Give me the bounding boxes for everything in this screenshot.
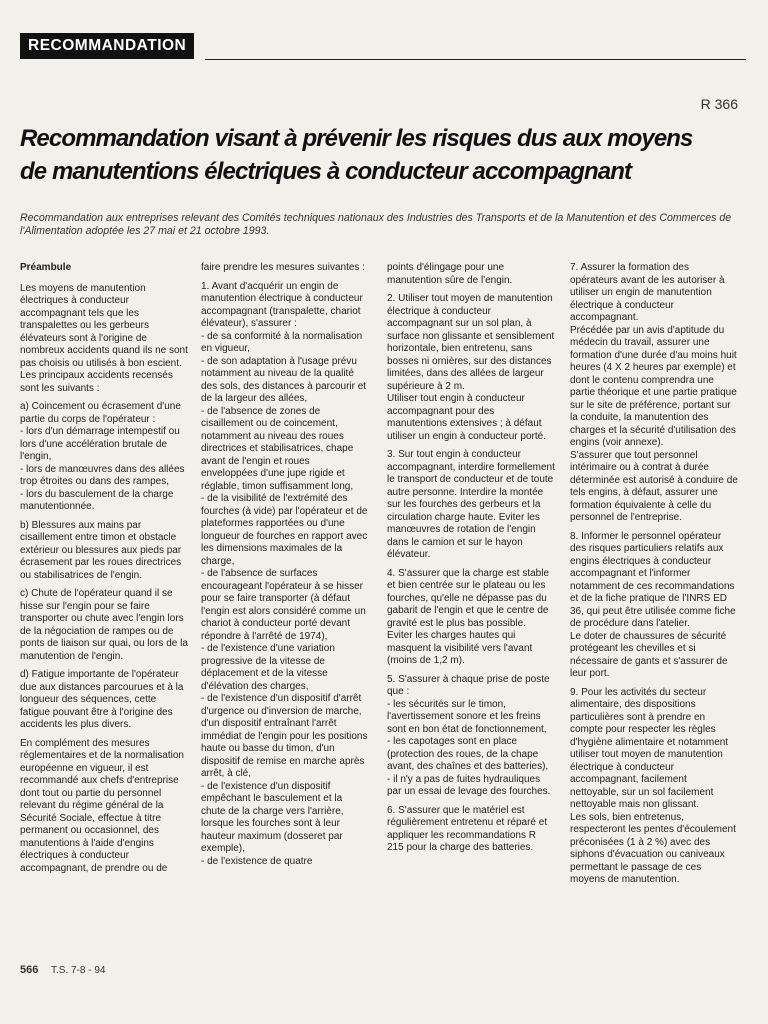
paragraph: faire prendre les mesures suivantes : xyxy=(201,262,365,273)
paragraph: 9. Pour les activités du secteur alimentaire, des dispositions particulières sont à prendre en compte pour respecter les règles d'hygiène alimentaire et notamment utiliser tout moyen de manutention électrique à conducteur accompagnant, facilement nettoyable, sur un sol facilement nettoyable mais non glissant. Les sols, bien entretenus, respecteront les pentes d'écoulement préconisées (1 à 2 %) avec des siphons d'évacuation ou caniveaux permettant le passage de ces moyens de manutention. xyxy=(570,686,736,885)
paragraph: 6. S'assurer que le matériel est régulièrement entretenu et réparé et appliquer les recommandations R 215 pour la charge des batteries. xyxy=(387,804,548,853)
page-footer xyxy=(20,964,105,976)
page-title xyxy=(20,122,750,188)
paragraph: Les moyens de manutention électriques à conducteur accompagnant tels que les transpalettes ou les gerbeurs élévateurs sont à l'origine de nombreux accidents quand ils ne sont pas choisis ou utilisés à bon escient. Les principaux accidents recensés sont les suivants : xyxy=(20,282,188,394)
issue-reference: T.S. 7-8 - 94 xyxy=(50,965,106,976)
text-column-3 xyxy=(387,262,555,861)
subtitle: Recommandation aux entreprises relevant des Comités techniques nationaux des Industries des Transports et de la Manutention et des Commerces de l'Alimentation adoptée les 27 mai et 21 octobre 1993. xyxy=(20,212,732,237)
paragraph: 7. Assurer la formation des opérateurs avant de les autoriser à utiliser un engin de manutention électrique à conducteur accompagnant. Précédée par un avis d'aptitude du médecin du travail, assurer une formation d'une durée d'au moins huit heures (4 X 2 heures par exemple) et dont le contenu comprendra une partie théorique et une partie pratique sur le site de préférence, portant sur la conduite, la manutention des charges et la sécurité d'utilisation des engins (voir annexe). S'assurer que tout personnel intérimaire ou à contrat à durée déterminée est autorisé à conduire de tels engins, à défaut, assurer une formation équivalente à celle du personnel de l'entreprise. xyxy=(570,262,738,523)
paragraph: 8. Informer le personnel opérateur des risques particuliers relatifs aux engins électriques à conducteur accompagnant et l'informer notamment de ces recommandations et de la fiche pratique de l'INRS ED 36, qui peut être utilisée comme fiche de procédure dans l'atelier. Le doter de chaussures de sécurité protégeant les chevilles et si nécessaire de gants et s'assurer de leur port. xyxy=(570,530,736,679)
text-column-1 xyxy=(20,262,188,881)
paragraph: 3. Sur tout engin à conducteur accompagnant, interdire formellement le transport de conducteur et de toute autre personne. Interdire la montée sur les fourches des gerbeurs et la circulation charge haute. Eviter les manœuvres de rotation de l'engin dans le camion et sur le hayon élévateur. xyxy=(387,449,555,560)
text-column-2 xyxy=(201,262,369,874)
title-line-2: de manutentions électriques à conducteur accompagnant xyxy=(20,158,632,185)
page-number: 566 xyxy=(20,964,39,976)
paragraph: En complément des mesures réglementaires et de la normalisation européenne en vigueur, il est recommandé aux chefs d'entreprise dont tout ou partie du personnel relevant du régime général de la Sécurité Sociale, effectue à titre permanent ou occasionnel, des manutentions à l'aide d'engins électriques à conducteur accompagnant, de prendre ou de xyxy=(20,737,184,874)
paragraph: 5. S'assurer à chaque prise de poste que : - les sécurités sur le timon, l'avertissement sonore et les freins sont en bon état de fonctionnement, - les capotages sont en place (protection des roues, de la chape avant, des chaînes et des batteries), - il n'y a pas de fuites hydrauliques par un essai de levage des fourches. xyxy=(387,673,551,797)
paragraph: a) Coincement ou écrasement d'une partie du corps de l'opérateur : - lors d'un démarrage intempestif ou lors d'une accélération brutale de l'engin, - lors de manœuvres dans des allées trop étroites ou dans des rampes, - lors du basculement de la charge manutentionnée. xyxy=(20,401,185,512)
column-heading: Préambule xyxy=(20,262,72,273)
text-column-4 xyxy=(570,262,738,893)
paragraph: d) Fatigue importante de l'opérateur due aux distances parcourues et à la longueur des séquences, cette fatigue pouvant être à l'origine des accidents les plus divers. xyxy=(20,669,184,730)
paragraph: 4. S'assurer que la charge est stable et bien centrée sur le plateau ou les fourches, qu'elle ne dépasse pas du gabarit de l'engin et que le centre de gravité est le plus bas possible. Eviter les charges hautes qui masquent la visibilité vers l'avant (moins de 1,2 m). xyxy=(387,567,550,666)
section-banner: RECOMMANDATION xyxy=(20,33,194,59)
header-rule xyxy=(205,59,746,60)
paragraph: 1. Avant d'acquérir un engin de manutention électrique à conducteur accompagnant (transpalette, chariot élévateur), s'assurer : - de sa conformité à la normalisation en vigueur, - de son adaptation à l'usage prévu notamment au niveau de la qualité des sols, des distances à parcourir et de la largeur des allées, - de l'absence de zones de cisaillement ou de coincement, notamment au niveau des roues directrices et stabilisatrices, chape avant de l'engin et roues enveloppées d'une jupe rigide et réglable, timon suffisamment long, - de la visibilité de l'extrémité des fourches (à vide) par l'opérateur et de plateformes rapportées ou d'une longueur de fourches en rapport avec les dimensions maximales de la charge, - de l'absence de surfaces encourageant l'opérateur à se hisser pour se faire transporter (à défaut l'engin est alors considéré comme un chariot à conducteur porté devant répondre à l'arrêté de 1974), - de l'existence d'une variation progressive de la vitesse de déplacement et de la vitesse d'élévation des charges, - de l'existence d'un dispositif d'arrêt d'urgence ou d'inversion de marche, d'un dispositif entraînant l'arrêt immédiat de l'engin pour les positions haute ou basse du timon, d'un dispositif de remise en marche après arrêt, à clé, - de l'existence d'un dispositif empêchant le basculement et la chute de la charge vers l'arrière, lorsque les fourches sont à leur hauteur maximum (dosseret par exemple), - de l'existence de quatre xyxy=(201,280,368,867)
reference-number: R 366 xyxy=(700,96,738,112)
paragraph: 2. Utiliser tout moyen de manutention électrique à conducteur accompagnant sur un sol plan, à surface non glissante et sensiblement horizontale, bien entretenu, sans bosses ni ornières, sur des distances limitées, dans des allées de largeur supérieure à 2 m. Utiliser tout engin à conducteur accompagnant pour des manutentions extensives ; à défaut utiliser un engin à conducteur porté. xyxy=(387,293,555,442)
title-line-1: Recommandation visant à prévenir les risques dus aux moyens xyxy=(20,125,693,152)
paragraph: c) Chute de l'opérateur quand il se hisse sur l'engin pour se faire transporter ou chute avec l'engin lors de la négociation de rampes ou de ponts de liaison sur quai, ou lors de la manutention de l'engin. xyxy=(20,588,188,662)
paragraph: b) Blessures aux mains par cisaillement entre timon et obstacle extérieur ou blessures aux pieds par écrasement par les roues directrices ou stabilisatrices de l'engin. xyxy=(20,519,182,581)
paragraph: points d'élingage pour une manutention sûre de l'engin. xyxy=(387,262,513,286)
